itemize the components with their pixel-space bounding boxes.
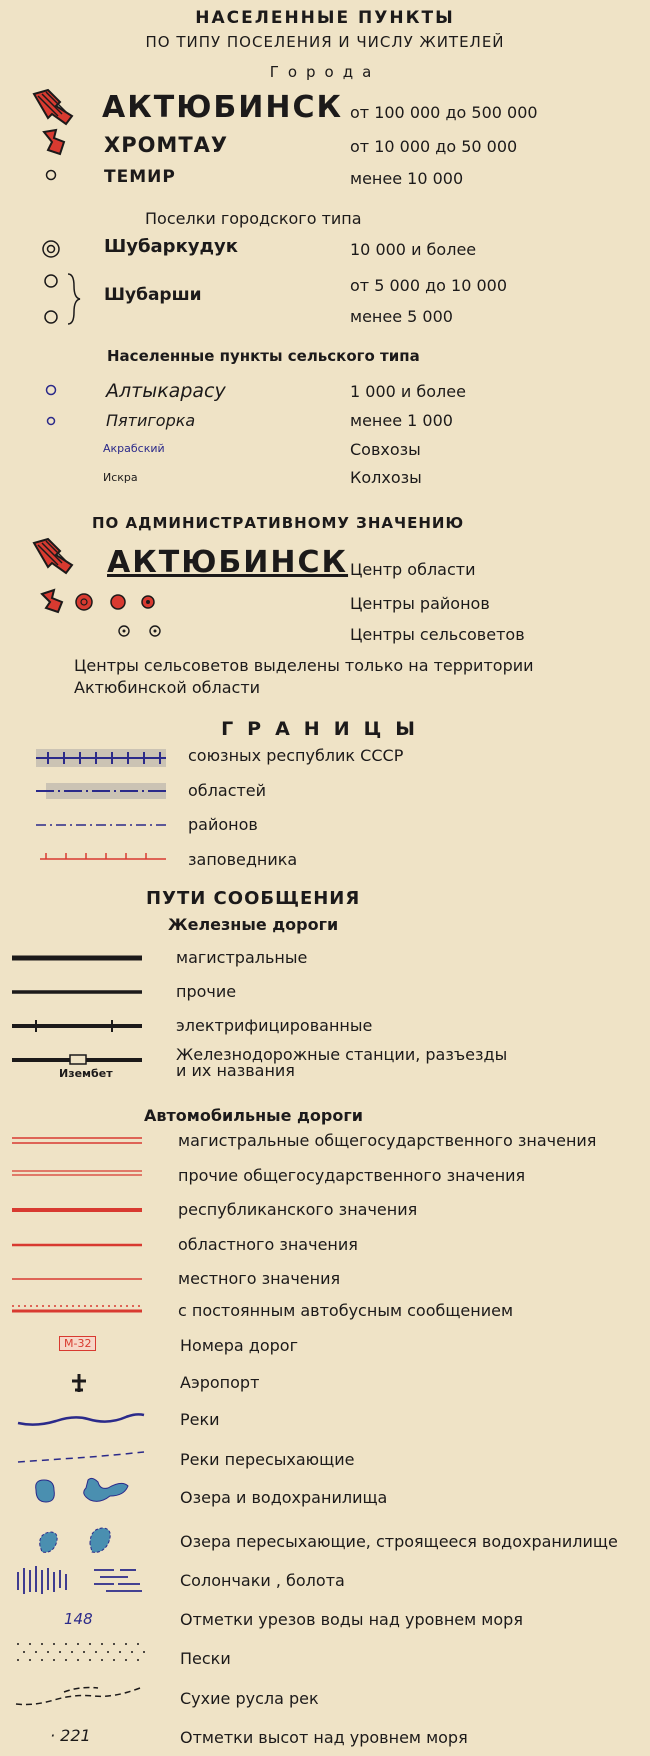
- city-name: ХРОМТАУ: [104, 133, 229, 157]
- city-population: менее 10 000: [350, 169, 464, 188]
- cities-heading: Города: [269, 63, 381, 81]
- admin-note: Актюбинской области: [74, 678, 261, 697]
- rural-population: менее 1 000: [350, 411, 453, 430]
- oblast-center-label: Центр области: [350, 560, 476, 579]
- rail-label: прочие: [176, 982, 237, 1001]
- city-name: ТЕМИР: [104, 167, 176, 187]
- border-label: заповедника: [188, 850, 298, 869]
- road-label: с постоянным автобусным сообщением: [178, 1301, 514, 1320]
- selsovet-centers-icon: [115, 622, 175, 640]
- urban-population: от 5 000 до 10 000: [350, 276, 508, 295]
- urban-population: 10 000 и более: [350, 240, 477, 259]
- river-icon: [16, 1405, 146, 1429]
- other-label: Солончаки , болота: [180, 1571, 345, 1590]
- district-centers-icon: [40, 588, 170, 618]
- legend-title: НАСЕЛЕННЫЕ ПУНКТЫ: [195, 8, 455, 28]
- rail-symbols: [12, 950, 144, 1070]
- district-centers-label: Центры районов: [350, 594, 490, 613]
- admin-city-name: АКТЮБИНСК: [107, 545, 349, 580]
- dry-riverbed-icon: [14, 1682, 144, 1708]
- rail-label: электрифицированные: [176, 1016, 373, 1035]
- other-label: Пески: [180, 1649, 231, 1668]
- city-population: от 100 000 до 500 000: [350, 103, 538, 122]
- rural-name: Пятигорка: [106, 411, 196, 430]
- city-medium-icon: [40, 128, 70, 158]
- road-label: местного значения: [178, 1269, 341, 1288]
- selsovet-centers-label: Центры сельсоветов: [350, 625, 525, 644]
- rural-population: 1 000 и более: [350, 382, 466, 401]
- station-label: Железнодорожные станции, разъезды: [176, 1045, 508, 1064]
- other-label: Отметки урезов воды над уровнем моря: [180, 1610, 523, 1629]
- road-label: республиканского значения: [178, 1200, 418, 1219]
- rural-heading: Населенные пункты сельского типа: [107, 347, 420, 365]
- station-name: Изембет: [59, 1067, 113, 1080]
- urban-name: Шубаркудук: [104, 236, 239, 257]
- road-label: прочие общегосударственного значения: [178, 1166, 526, 1185]
- sand-icon: [14, 1640, 150, 1670]
- circle-icon: [45, 169, 57, 181]
- water-mark: 148: [64, 1610, 93, 1628]
- other-label: Озера пересыхающие, строящееся водохранилище: [180, 1532, 618, 1551]
- lake-icon: [30, 1474, 140, 1518]
- borders-heading: ГРАНИЦЫ: [221, 718, 429, 740]
- city-population: от 10 000 до 50 000: [350, 137, 518, 156]
- other-label: Аэропорт: [180, 1373, 260, 1392]
- double-circle-icon: [41, 239, 61, 259]
- circle-icon: [46, 416, 56, 426]
- other-label: Реки пересыхающие: [180, 1450, 355, 1469]
- salt-marsh-icon: [14, 1562, 148, 1598]
- urban-heading: Поселки городского типа: [145, 209, 362, 228]
- legend-subtitle: ПО ТИПУ ПОСЕЛЕНИЯ И ЧИСЛУ ЖИТЕЛЕЙ: [145, 33, 505, 51]
- border-label: районов: [188, 815, 258, 834]
- border-label: областей: [188, 781, 267, 800]
- admin-note: Центры сельсоветов выделены только на территории: [74, 656, 534, 675]
- circle-icon: [45, 384, 57, 396]
- height-mark: · 221: [50, 1726, 91, 1745]
- road-label: областного значения: [178, 1235, 358, 1254]
- rural-name: Акрабский: [103, 442, 165, 455]
- city-large-icon: [30, 86, 82, 126]
- other-label: Отметки высот над уровнем моря: [180, 1728, 468, 1747]
- admin-heading: ПО АДМИНИСТРАТИВНОМУ ЗНАЧЕНИЮ: [92, 514, 465, 532]
- urban-population: менее 5 000: [350, 307, 453, 326]
- bracket-circles-icon: [42, 272, 82, 328]
- rural-type: Совхозы: [350, 440, 421, 459]
- transport-heading: ПУТИ СООБЩЕНИЯ: [146, 888, 361, 909]
- city-large-icon: [30, 535, 82, 575]
- road-number-tag: М-32: [59, 1336, 96, 1351]
- city-name: АКТЮБИНСК: [102, 90, 344, 125]
- rural-type: Колхозы: [350, 468, 422, 487]
- station-label: и их названия: [176, 1061, 295, 1080]
- other-label: Реки: [180, 1410, 220, 1429]
- rural-name: Алтыкарасу: [106, 380, 226, 402]
- road-numbers-label: Номера дорог: [180, 1336, 298, 1355]
- road-heading: Автомобильные дороги: [144, 1106, 363, 1125]
- airport-icon: [70, 1373, 88, 1393]
- dry-lake-icon: [34, 1522, 144, 1558]
- other-label: Озера и водохранилища: [180, 1488, 388, 1507]
- urban-name: Шубарши: [104, 285, 202, 305]
- border-label: союзных республик СССР: [188, 746, 404, 765]
- rural-name: Искра: [103, 471, 138, 484]
- dry-river-icon: [16, 1448, 146, 1468]
- road-symbols: [12, 1130, 144, 1320]
- road-label: магистральные общегосударственного значения: [178, 1131, 597, 1150]
- rail-label: магистральные: [176, 948, 308, 967]
- border-symbols: [36, 743, 166, 863]
- other-label: Сухие русла рек: [180, 1689, 319, 1708]
- rail-heading: Железные дороги: [168, 915, 339, 934]
